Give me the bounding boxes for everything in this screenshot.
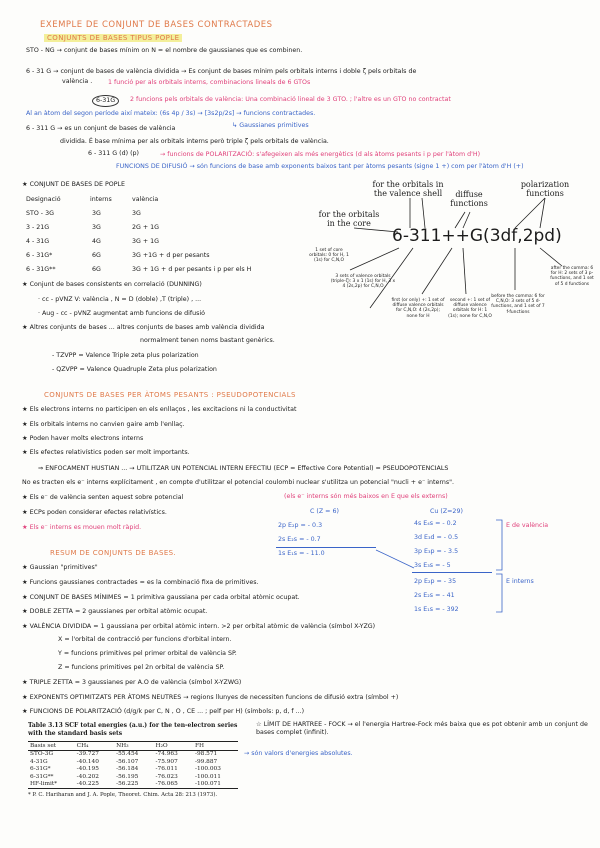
scf-cell: -40.225 <box>76 781 99 788</box>
pople-row-4-name: 6 - 31G* <box>26 252 53 259</box>
pople-row-3-name: 4 - 31G <box>26 238 50 245</box>
g631-line-b: valència . <box>62 78 93 85</box>
sto-line: STO - NG → conjunt de bases mínim on N = el nombre de gaussianes que es combinen. <box>26 47 303 54</box>
scf-cell: STO-3G <box>30 751 54 758</box>
ecp-b7: ★ Els e⁻ de valència senten aquest sobre potencial <box>22 494 184 501</box>
pople-row-5-name: 6 - 31G** <box>26 266 56 273</box>
table-row <box>28 773 238 781</box>
g6311-formula: 6 - 311 G (d) (p) <box>88 150 140 157</box>
table-row <box>28 758 238 766</box>
scf-caption: Table 3.13 SCF total energies (a.u.) for the ten-electron series with the standard basis sets <box>28 722 238 737</box>
ecp-b3: ★ Poden haver molts electrons interns <box>22 435 144 442</box>
cu-row-2p: 2p E₂p = - 35 <box>414 578 457 585</box>
polarization-note: → funcions de POLARITZACIÓ: s'afegeixen als més energètics (d als àtoms pesants i p per l'àtom d'H) <box>160 151 481 158</box>
table-row <box>28 781 238 789</box>
pople-row-2-val: 2G + 1G <box>132 224 160 231</box>
dunning-heading: ★ Conjunt de bases consistents en correlació (DUNNING) <box>22 281 202 288</box>
scf-cell: -98.571 <box>194 751 218 758</box>
c-divider <box>276 547 376 548</box>
pople-col-interns: interns <box>90 196 112 203</box>
cu-row-4s: 4s E₄s = - 0.2 <box>414 520 457 527</box>
scf-cell: -56.195 <box>116 773 139 780</box>
scf-footnote: * P. C. Hariharan and J. A. Pople, Theoret. Chim. Acta 28: 213 (1973). <box>28 792 218 798</box>
note-valence-orbitals: 2 funcions pels orbitals de valència: Una combinació lineal de 3 GTO. ; l'altre es un GTO no contractat <box>130 96 451 103</box>
energy-brackets <box>370 516 570 616</box>
note-inner-orbitals: 1 funció per als orbitals interns, combinacions lineals de 6 GTOs <box>108 79 311 86</box>
diagram-diffuse-label: diffuse functions <box>450 190 488 208</box>
pople-row-4-inner: 6G <box>92 252 101 259</box>
pople-row-1-inner: 3G <box>92 210 101 217</box>
c-row-2p: 2p E₂p = - 0.3 <box>278 522 323 529</box>
scf-cell: -56.107 <box>116 758 139 765</box>
g6311-line-a: 6 - 311 G → es un conjunt de bases de valència <box>26 125 176 132</box>
cu-heading: Cu (Z=29) <box>430 508 463 515</box>
ecp-b8: ★ ECPs poden considerar efectes relativístics. <box>22 509 167 516</box>
scf-col-basis: Basis set <box>30 742 57 749</box>
c-row-2s: 2s E₂s = - 0.7 <box>278 536 321 543</box>
interns-bracket-label: E interns <box>506 578 534 585</box>
summary-s8: Z = funcions primitives pel 2n orbital de valència SP. <box>58 664 225 671</box>
scf-cell: -56.225 <box>116 781 139 788</box>
pople-row-2-inner: 3G <box>92 224 101 231</box>
pople-row-3-inner: 4G <box>92 238 101 245</box>
diagram-core-label: for the orbitals in the core <box>318 210 380 228</box>
scf-cell: -100.011 <box>194 773 221 780</box>
scf-cell: -100.071 <box>194 781 221 788</box>
scf-cell: -40.202 <box>76 773 99 780</box>
summary-title: RESUM DE CONJUNTS DE BASES. <box>50 549 177 557</box>
scf-cell: -39.727 <box>76 751 99 758</box>
scf-col-h2o: H₂O <box>155 742 168 749</box>
summary-s4: ★ DOBLE ZETTA = 2 gaussianes per orbital atòmic ocupat. <box>22 608 208 615</box>
ecp-b4: ★ Els efectes relativístics poden ser molt importants. <box>22 449 190 456</box>
summary-s5: ★ VALÈNCIA DIVIDIDA = 1 gaussiana per orbital atòmic intern. >2 per orbital atòmic de valència (símbol X-YZG) <box>22 623 376 630</box>
hf-limit-note: ☆ LÍMIT DE HARTREE - FOCK → el l'energia Hartree-Fock més baixa que es pot obtenir amb un conjunt de bases complet (infinit). <box>256 721 588 736</box>
blue-note-second-period: Al an àtom del segon període així mateix: (6s 4p / 3s) → [3s2p/2s] → funcions contractades. <box>26 110 316 117</box>
ecp-b2: ★ Els orbitals interns no canvien gaire amb l'enllaç. <box>22 421 185 428</box>
scf-cell: -40.140 <box>76 758 99 765</box>
pople-col-designacio: Designació <box>26 196 61 203</box>
summary-s6: X = l'orbital de contracció per funcions d'orbital intern. <box>58 636 232 643</box>
ecp-title: CONJUNTS DE BASES PER ÀTOMS PESANTS : PSEUDOPOTENCIALS <box>44 391 296 399</box>
dunning-aug: · Aug - cc - pVNZ augmentat amb funcions de difusió <box>38 310 205 317</box>
scf-cell: 6-31G* <box>30 766 51 773</box>
scf-cell: -56.184 <box>116 766 139 773</box>
gaussian-primitive-note: ↳ Gaussianes primitives <box>232 122 309 129</box>
ecp-b6: No es tracten els e⁻ interns explícitament , en compte d'utilitzar el potencial coulombi nuclear s'utilitza un potencial "nucli + e⁻ interns". <box>22 479 455 486</box>
scf-col-nh3: NH₃ <box>116 742 129 749</box>
cu-row-3s: 3s E₃s = - 5 <box>414 562 451 569</box>
cu-row-1s: 1s E₁s = - 392 <box>414 606 459 613</box>
scf-cell: -99.887 <box>194 758 218 765</box>
absolute-energies-note: → són valors d'energies absolutes. <box>244 750 353 757</box>
g6311-line-b: dividida. É base mínima per als orbitals interns però triple ζ pels orbitals de valència. <box>60 138 329 145</box>
g631-circle-label: 6-31G <box>92 95 119 107</box>
ecp-b1: ★ Els electrons interns no participen en els enllaços , les excitacions ni la conductivitat <box>22 406 297 413</box>
cu-row-3d: 3d E₃d = - 0.5 <box>414 534 459 541</box>
scf-col-fh: FH <box>194 742 205 749</box>
scf-cell: 4-31G <box>30 758 48 765</box>
diagram-note-diffuse-2: second +: 1 set of diffuse valence orbitals for H: 1 (1s); none for C,N,O <box>448 298 492 319</box>
summary-s11: ★ FUNCIONS DE POLARITZACIÓ (d/g/k per C, N , O , CE ... ; pelf per H) (símbols: p, d, f ...) <box>22 708 305 715</box>
cu-row-3p: 3p E₃p = - 3.5 <box>414 548 459 555</box>
ecp-note: (els e⁻ interns són més baixos en E que els externs) <box>284 493 448 500</box>
pople-row-3-val: 3G + 1G <box>132 238 160 245</box>
scf-cell: -40.195 <box>76 766 99 773</box>
g631-line-a: 6 - 31 G → conjunt de bases de valència dividida → Es conjunt de bases mínim pels orbitals interns i doble ζ pels orbitals de <box>26 68 417 75</box>
valence-bracket-label: E de valència <box>506 522 549 529</box>
table-row <box>28 750 238 758</box>
scf-cell: HF-limit* <box>30 781 58 788</box>
pople-col-valencia: valència <box>132 196 159 203</box>
scf-cell: -55.454 <box>116 751 139 758</box>
summary-s1: ★ Gaussian "primitives" <box>22 564 98 571</box>
pople-row-1-name: STO - 3G <box>26 210 54 217</box>
diagram-note-before-comma: before the comma: 6 for C,N,O: 3 sets of 5 d-functions, and 1 set of 7 f-functions <box>491 294 545 315</box>
ecp-b5: ⇒ ENFOCAMENT HUSTIAN ... → UTILITZAR UN POTENCIAL INTERN EFECTIU (ECP = Effective Core Potential) = PSEUDOPOTENCIALS <box>38 465 449 472</box>
qzvpp: - QZVPP = Valence Quadruple Zeta plus polarization <box>52 366 217 373</box>
pople-row-5-inner: 6G <box>92 266 101 273</box>
section-subtitle: CONJUNTS DE BASES TIPUS POPLE <box>44 34 182 42</box>
scf-cell: -74.963 <box>155 751 178 758</box>
scf-cell: -76.023 <box>155 773 178 780</box>
summary-s7: Y = funcions primitives pel primer orbital de valència SP. <box>58 650 237 657</box>
other-bases-note: normalment tenen noms bastant genèrics. <box>140 337 275 344</box>
diagram-note-core: 1 set of core orbitals: 0 for H, 1 (1s) for C,N,O <box>309 248 349 264</box>
c-heading: C (Z = 6) <box>310 508 339 515</box>
pople-heading: ★ CONJUNT DE BASES DE POPLE <box>22 181 126 188</box>
diagram-note-after-comma: after the comma: 6 for H: 2 sets of 3 p-functions, and 1 set of 5 d functions <box>550 266 594 287</box>
ecp-b9: ★ Els e⁻ interns es mouen molt ràpid. <box>22 524 142 531</box>
table-row <box>28 766 238 774</box>
scf-cell: -100.003 <box>194 766 221 773</box>
diffusion-note: FUNCIONS DE DIFUSIÓ → són funcions de base amb exponents baixos tant per àtoms pesants (signe 1 +) com per l'àtom d'H (+) <box>116 163 524 170</box>
c-row-1s: 1s E₁s = - 11.0 <box>278 550 325 557</box>
scf-table <box>28 722 238 799</box>
diagram-valence-label: for the orbitals in the valence shell <box>372 180 444 198</box>
basis-set-diagram <box>300 170 600 345</box>
dunning-cc: · cc - pVNZ V: valència , N = D (doble) ,T (triple) , ... <box>38 296 202 303</box>
summary-s10: ★ EXPONENTS OPTIMITZATS PER ÀTOMS NEUTRES → regions llunyes de necessiten funcions de difusió extra (símbol +) <box>22 694 399 701</box>
scf-cell: -76.065 <box>155 781 178 788</box>
diagram-note-diffuse-1: first (or only) +: 1 set of diffuse valence orbitals for C,N,O: 4 (2s,2p); none for H <box>391 298 445 319</box>
summary-s9: ★ TRIPLE ZETTA = 3 gaussianes per A.O de valència (símbol X-YZWG) <box>22 679 242 686</box>
scf-cell: -76.011 <box>155 766 178 773</box>
scf-cell: -75.907 <box>155 758 178 765</box>
tzvpp: - TZVPP = Valence Triple zeta plus polarization <box>52 352 199 359</box>
cu-row-2s: 2s E₂s = - 41 <box>414 592 455 599</box>
diagram-polar-label: polarization functions <box>520 180 570 198</box>
scf-col-ch4: CH₄ <box>76 742 89 749</box>
scf-cell: 6-31G** <box>30 773 54 780</box>
diagram-note-valence: 3 sets of valence orbitals (triple-ζ): 3 x 1 (1s) for H, 3 x 4 (2s,2p) for C,N,O <box>330 274 396 290</box>
pople-row-5-val: 3G + 1G + d per pesants i p per els H <box>132 266 252 273</box>
diagram-formula: 6-311++G(3df,2pd) <box>392 226 562 246</box>
pople-row-1-val: 3G <box>132 210 141 217</box>
summary-s2: ★ Funcions gaussianes contractades = es la combinació fixa de primitives. <box>22 579 259 586</box>
pople-row-4-val: 3G +1G + d per pesants <box>132 252 210 259</box>
summary-s3: ★ CONJUNT DE BASES MÍNIMES = 1 primitiva gaussiana per cada orbital atòmic ocupat. <box>22 594 300 601</box>
page-title: EXEMPLE DE CONJUNT DE BASES CONTRACTADES <box>40 20 273 30</box>
pople-row-2-name: 3 - 21G <box>26 224 50 231</box>
other-bases: ★ Altres conjunts de bases ... altres conjunts de bases amb valència dividida <box>22 324 265 331</box>
